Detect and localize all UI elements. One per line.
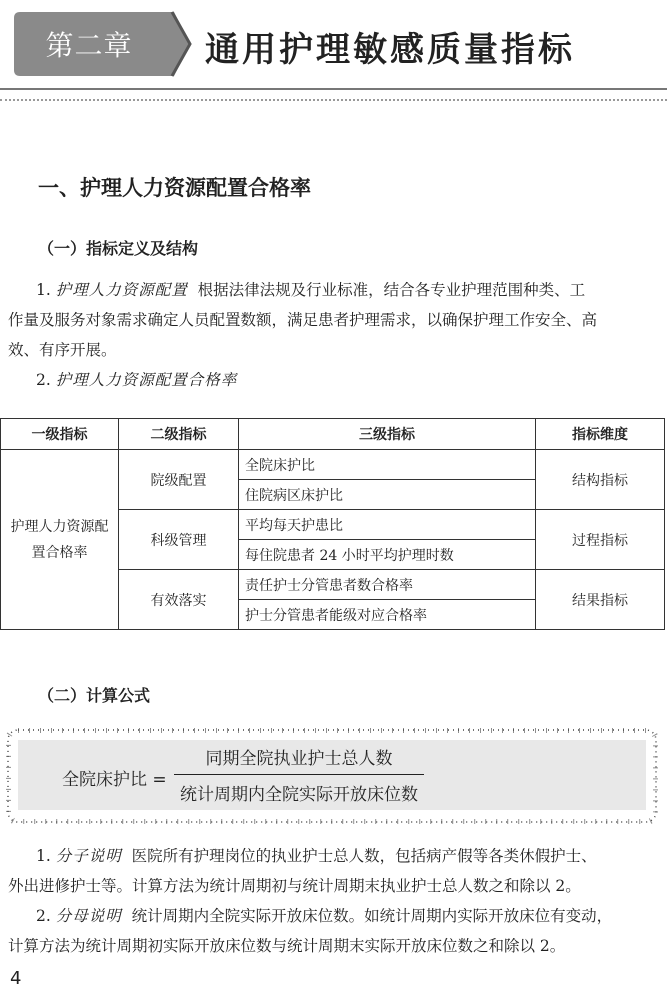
p1-line3: 效、有序开展。 [8, 341, 117, 359]
paragraph-notes [8, 841, 658, 961]
header-rule [0, 88, 667, 90]
level3-cell: 每住院患者 24 小时平均护理时数 [239, 540, 536, 570]
n2-line1: 统计周期内全院实际开放床位数。如统计周期内实际开放床位有变动， [131, 907, 613, 925]
level1-cell: 护理人力资源配置合格率 [1, 450, 119, 630]
n1-line2: 外出进修护士等。计算方法为统计周期初与统计周期末执业护士总人数之和除以 2。 [8, 877, 581, 895]
level3-cell: 平均每天护患比 [239, 510, 536, 540]
formula-numerator: 同期全院执业护士总人数 [205, 749, 393, 769]
formula-panel [18, 740, 646, 810]
dimension-cell: 结果指标 [536, 570, 665, 630]
level2-cell: 科级管理 [119, 510, 239, 570]
level3-cell: 责任护士分管患者数合格率 [239, 570, 536, 600]
section-title: 一、护理人力资源配置合格率 [38, 176, 311, 200]
formula-denominator: 统计周期内全院实际开放床位数 [180, 785, 418, 805]
subsection-definition: （一）指标定义及结构 [38, 239, 199, 258]
fraction-bar [174, 774, 424, 775]
formula-box [6, 728, 658, 824]
p2-term: 护理人力资源配置合格率 [55, 371, 238, 389]
n1-term: 分子说明 [55, 847, 122, 865]
p1-line1: 根据法律法规及行业标准，结合各专业护理范围种类、工 [197, 281, 586, 299]
paragraph-definition [8, 275, 658, 395]
chapter-tab [14, 10, 174, 74]
level2-cell: 有效落实 [119, 570, 239, 630]
header-dotted-line [0, 99, 667, 101]
chapter-title: 通用护理敏感质量指标 [205, 30, 575, 70]
p2-num: 2. [36, 371, 51, 389]
dimension-cell: 结构指标 [536, 450, 665, 510]
level3-cell: 住院病区床护比 [239, 480, 536, 510]
level3-cell: 全院床护比 [239, 450, 536, 480]
col-header-dimension: 指标维度 [536, 419, 665, 450]
dimension-cell: 过程指标 [536, 510, 665, 570]
col-header-level1: 一级指标 [1, 419, 119, 450]
table-header-row [1, 419, 665, 450]
col-header-level3: 三级指标 [239, 419, 536, 450]
table-row [1, 450, 665, 480]
formula-lhs: 全院床护比 = [62, 770, 167, 790]
page-number: 4 [10, 968, 22, 989]
col-header-level2: 二级指标 [119, 419, 239, 450]
subsection-formula: （二）计算公式 [38, 686, 151, 705]
level3-cell: 护士分管患者能级对应合格率 [239, 600, 536, 630]
indicator-table [0, 418, 665, 630]
p1-num: 1. [36, 281, 51, 299]
n2-num: 2. [36, 907, 51, 925]
n1-line1: 医院所有护理岗位的执业护士总人数，包括病产假等各类休假护士、 [131, 847, 597, 865]
n2-term: 分母说明 [55, 907, 122, 925]
n1-num: 1. [36, 847, 51, 865]
level2-cell: 院级配置 [119, 450, 239, 510]
p1-term: 护理人力资源配置 [55, 281, 188, 299]
p1-line2: 作量及服务对象需求确定人员配置数额，满足患者护理需求，以确保护理工作安全、高 [8, 311, 598, 329]
chapter-label: 第二章 [45, 29, 133, 62]
n2-line2: 计算方法为统计周期初实际开放床位数与统计周期末实际开放床位数之和除以 2。 [8, 937, 566, 955]
